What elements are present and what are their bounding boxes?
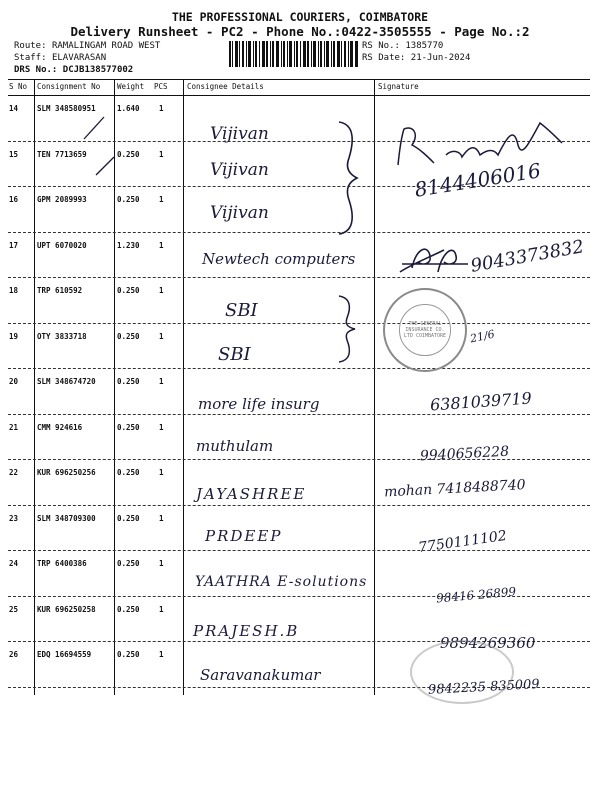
row-sno: 24 bbox=[9, 559, 19, 568]
row-sno: 16 bbox=[9, 195, 19, 204]
row-consignment-no: SLM 348709300 bbox=[37, 513, 96, 523]
row-separator bbox=[8, 505, 590, 506]
row-sno: 23 bbox=[9, 513, 19, 523]
row-weight: 0.250 bbox=[117, 149, 140, 159]
rs-date-line bbox=[362, 53, 470, 63]
col-divider bbox=[374, 79, 375, 695]
col-sno: S No bbox=[9, 82, 28, 91]
bracket-mark bbox=[335, 118, 365, 238]
consignee-handwriting: Vijivan bbox=[210, 124, 269, 144]
faded-stamp bbox=[410, 640, 514, 704]
row-sno: 25 bbox=[9, 604, 19, 614]
route-line bbox=[14, 41, 160, 51]
row-sno: 19 bbox=[9, 331, 19, 341]
row-consignment-no: EDQ 16694559 bbox=[37, 650, 92, 659]
row-consignment-no: TEN 7713659 bbox=[37, 149, 87, 159]
row-separator bbox=[8, 414, 590, 415]
row-weight: 0.250 bbox=[117, 286, 140, 295]
official-stamp bbox=[383, 288, 467, 372]
row-weight: 0.250 bbox=[117, 559, 140, 568]
row-weight: 1.640 bbox=[117, 104, 140, 113]
col-consignee: Consignee Details bbox=[187, 82, 264, 91]
signature-date: 21/6 bbox=[468, 327, 496, 346]
signature-phone: 98416 26899 bbox=[435, 584, 517, 606]
row-separator bbox=[8, 323, 590, 324]
consignee-handwriting: muthulam bbox=[196, 437, 274, 455]
row-consignment-no: SLM 348580951 bbox=[37, 104, 96, 113]
signature-phone: 8144406016 bbox=[412, 158, 543, 202]
col-divider bbox=[183, 79, 184, 695]
rs-date-label: RS Date: bbox=[362, 53, 406, 63]
drs-line bbox=[14, 65, 133, 75]
consignee-handwriting: Newtech computers bbox=[202, 250, 356, 268]
row-pcs: 1 bbox=[159, 331, 164, 341]
signature-phone: 6381039719 bbox=[429, 388, 533, 415]
signature-scribble bbox=[398, 238, 478, 278]
row-separator bbox=[8, 232, 590, 233]
signature-phone: 7750111102 bbox=[417, 527, 508, 557]
tick-mark bbox=[92, 153, 120, 177]
row-sno: 17 bbox=[9, 240, 19, 250]
col-pcs: PCS bbox=[154, 82, 168, 91]
row-consignment-no: GPM 2089993 bbox=[37, 195, 87, 204]
row-weight: 0.250 bbox=[117, 604, 140, 614]
drs-value: DCJB138577002 bbox=[62, 65, 134, 75]
consignee-handwriting: Saravanakumar bbox=[200, 666, 321, 684]
row-pcs: 1 bbox=[159, 604, 164, 614]
tick-mark bbox=[80, 113, 110, 141]
row-weight: 0.250 bbox=[117, 377, 140, 386]
consignee-handwriting: PRAJESH.B bbox=[193, 622, 300, 640]
rs-no-value: 1385770 bbox=[405, 41, 444, 51]
row-consignment-no: TRP 6400386 bbox=[37, 559, 87, 568]
document-title: THE PROFESSIONAL COURIERS, COIMBATORE bbox=[171, 10, 429, 24]
consignee-handwriting: PRDEEP bbox=[205, 527, 283, 545]
col-divider bbox=[34, 79, 35, 695]
route-value: RAMALINGAM ROAD WEST bbox=[51, 41, 161, 51]
row-separator bbox=[8, 368, 590, 369]
consignee-handwriting: Vijivan bbox=[210, 203, 269, 223]
row-pcs: 1 bbox=[159, 286, 164, 295]
drs-label: DRS No.: bbox=[14, 65, 58, 75]
row-pcs: 1 bbox=[159, 377, 164, 386]
signature-scribble bbox=[390, 115, 570, 175]
staff-value: ELAVARASAN bbox=[51, 53, 107, 63]
row-sno: 20 bbox=[9, 377, 19, 386]
row-sno: 18 bbox=[9, 286, 19, 295]
row-pcs: 1 bbox=[159, 149, 164, 159]
row-pcs: 1 bbox=[159, 195, 164, 204]
row-sno: 14 bbox=[9, 104, 19, 113]
consignee-handwriting: SBI bbox=[225, 300, 258, 321]
rs-no-line bbox=[362, 41, 443, 51]
row-pcs: 1 bbox=[159, 513, 164, 523]
barcode bbox=[229, 41, 358, 67]
signature-phone: 9940656228 bbox=[419, 443, 510, 465]
stamp-text: THE GENERAL INSURANCE CO. LTD COIMBATORE bbox=[403, 321, 447, 339]
stamp-inner-ring bbox=[399, 304, 451, 356]
staff-line bbox=[14, 53, 106, 63]
row-weight: 0.250 bbox=[117, 650, 140, 659]
col-consignment: Consignment No bbox=[37, 82, 101, 91]
row-pcs: 1 bbox=[159, 240, 164, 250]
row-weight: 1.230 bbox=[117, 240, 140, 250]
signature-phone: 9043373832 bbox=[469, 236, 586, 277]
consignee-handwriting: YAATHRA E-solutions bbox=[195, 574, 368, 590]
row-weight: 0.250 bbox=[117, 422, 140, 432]
consignee-handwriting: Vijivan bbox=[210, 160, 269, 180]
row-weight: 0.250 bbox=[117, 468, 140, 477]
row-sno: 15 bbox=[9, 149, 19, 159]
rs-date-value: 21-Jun-2024 bbox=[410, 53, 471, 63]
row-sno: 26 bbox=[9, 650, 19, 659]
route-label: Route: bbox=[14, 41, 47, 51]
signature-phone: 9894269360 bbox=[440, 634, 536, 652]
staff-label: Staff: bbox=[14, 53, 47, 63]
consignee-handwriting: JAYASHREE bbox=[196, 485, 307, 503]
row-consignment-no: KUR 696250258 bbox=[37, 604, 96, 614]
table-header-rule bbox=[8, 95, 590, 96]
consignee-handwriting: SBI bbox=[218, 344, 251, 365]
row-weight: 0.250 bbox=[117, 513, 140, 523]
row-separator bbox=[8, 277, 590, 278]
row-weight: 0.250 bbox=[117, 331, 140, 341]
bracket-mark bbox=[337, 294, 359, 364]
row-separator bbox=[8, 550, 590, 551]
col-signature: Signature bbox=[378, 82, 419, 91]
row-pcs: 1 bbox=[159, 559, 164, 568]
row-consignment-no: KUR 696250256 bbox=[37, 468, 96, 477]
row-consignment-no: SLM 348674720 bbox=[37, 377, 96, 386]
row-consignment-no: CMM 924616 bbox=[37, 422, 83, 432]
row-sno: 21 bbox=[9, 422, 19, 432]
row-pcs: 1 bbox=[159, 650, 164, 659]
row-sno: 22 bbox=[9, 468, 19, 477]
table-top-rule bbox=[8, 79, 590, 80]
row-pcs: 1 bbox=[159, 468, 164, 477]
signature-phone: 9842235 835009 bbox=[427, 677, 540, 698]
row-consignment-no: UPT 6070020 bbox=[37, 240, 87, 250]
signature-phone: mohan 7418488740 bbox=[383, 477, 526, 501]
document-subtitle: Delivery Runsheet - PC2 - Phone No.:0422-3505555 - Page No.:2 bbox=[70, 24, 530, 39]
col-weight: Weight bbox=[117, 82, 145, 91]
row-pcs: 1 bbox=[159, 104, 164, 113]
row-consignment-no: OTY 3833718 bbox=[37, 331, 87, 341]
row-pcs: 1 bbox=[159, 422, 164, 432]
rs-no-label: RS No.: bbox=[362, 41, 400, 51]
row-consignment-no: TRP 610592 bbox=[37, 286, 83, 295]
row-weight: 0.250 bbox=[117, 195, 140, 204]
consignee-handwriting: more life insurg bbox=[198, 395, 320, 413]
